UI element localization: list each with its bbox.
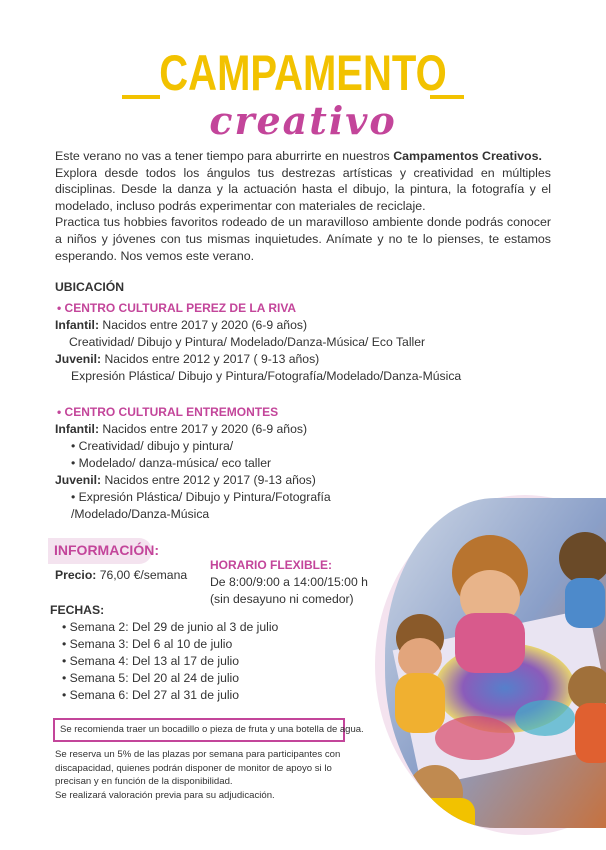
- informacion-badge: [48, 538, 159, 564]
- fechas-item: • Semana 5: Del 20 al 24 de julio: [62, 671, 240, 685]
- centro2-infantil-label: Infantil:: [55, 422, 100, 436]
- precio-value: 76,00 €/semana: [96, 568, 188, 582]
- centro1-infantil-text: Nacidos entre 2017 y 2020 (6-9 años): [99, 318, 308, 332]
- reservation-note-line: Se realizará valoración previa para su adjudicación.: [55, 789, 275, 801]
- children-painting-photo: [385, 498, 606, 828]
- intro-p3: Practica tus hobbies favoritos rodeado de un maravilloso ambiente donde podrás conocer a niños y jóvenes con tus mismas inquietudes. Anímate y no te lo pienses, te estamos esperando. Nos vemos este verano.: [55, 215, 551, 263]
- reservation-note-line: discapacidad, quienes podrán disponer de monitor de apoyo si lo: [55, 762, 332, 774]
- centro1-infantil-label: Infantil:: [55, 318, 100, 332]
- recommendation-note: Se recomienda traer un bocadillo o pieza de fruta y una botella de agua.: [53, 718, 345, 742]
- fechas-item: • Semana 6: Del 27 al 31 de julio: [62, 688, 240, 702]
- centro1-juvenil-text: Nacidos entre 2012 y 2017 ( 9-13 años): [101, 352, 320, 366]
- centro1-block: [55, 300, 461, 385]
- intro-line1: Este verano no vas a tener tiempo para aburrirte en nuestros: [55, 149, 394, 163]
- centro2-infantil-activity-2: • Modelado/ danza-música/ eco taller: [71, 456, 272, 470]
- fechas-heading: FECHAS:: [50, 603, 105, 617]
- fechas-item: • Semana 2: Del 29 de junio al 3 de julio: [62, 620, 279, 634]
- centro2-block: [55, 404, 331, 523]
- centro2-infantil-text: Nacidos entre 2017 y 2020 (6-9 años): [99, 422, 308, 436]
- horario-block: [210, 557, 368, 608]
- title-sub: creativo: [209, 98, 397, 143]
- centro2-infantil-activity-1: • Creatividad/ dibujo y pintura/: [71, 439, 234, 453]
- centro2-juvenil-label: Juvenil:: [55, 473, 102, 487]
- centro1-juvenil-activities: Expresión Plástica/ Dibujo y Pintura/Fotografía/Modelado/Danza-Música: [71, 369, 462, 383]
- horario-heading: HORARIO FLEXIBLE:: [210, 558, 332, 572]
- horario-line2: (sin desayuno ni comedor): [210, 592, 354, 606]
- reservation-note-line: precisan y en función de la disponibilidad.: [55, 776, 233, 787]
- centro1-juvenil-label: Juvenil:: [55, 352, 102, 366]
- centro1-infantil-activities: Creatividad/ Dibujo y Pintura/ Modelado/Danza-Música/ Eco Taller: [69, 335, 426, 349]
- fechas-item: • Semana 4: Del 13 al 17 de julio: [62, 654, 240, 668]
- title-block: [0, 46, 606, 150]
- intro-text: [55, 148, 551, 264]
- centro2-juvenil-activity-2: /Modelado/Danza-Música: [71, 507, 210, 521]
- fechas-item: • Semana 3: Del 6 al 10 de julio: [62, 637, 233, 651]
- ubicacion-heading: UBICACIÓN: [55, 280, 125, 294]
- horario-line1: De 8:00/9:00 a 14:00/15:00 h: [210, 575, 368, 589]
- intro-line1-bold: Campamentos Creativos.: [393, 149, 542, 163]
- centro2-juvenil-activity-1: • Expresión Plástica/ Dibujo y Pintura/Fotografía: [71, 490, 331, 504]
- centro2-juvenil-text: Nacidos entre 2012 y 2017 (9-13 años): [101, 473, 316, 487]
- fechas-list: [62, 619, 278, 704]
- precio-label: Precio:: [55, 568, 97, 582]
- informacion-heading: INFORMACIÓN:: [54, 542, 159, 558]
- reservation-note: [55, 748, 355, 802]
- intro-p2: Explora desde todos los ángulos tus destrezas artísticas y creatividad en múltiples disciplinas. Desde la danza y la actuación hasta el dibujo, la pintura, la fotografía y el modelado, incluso podrás experimentar con materiales de reciclaje.: [55, 165, 551, 213]
- precio-block: [55, 567, 187, 584]
- title-main: CAMPAMENTO: [159, 46, 447, 102]
- centro2-name: • CENTRO CULTURAL ENTREMONTES: [57, 405, 279, 419]
- reservation-note-line: Se reserva un 5% de las plazas por semana para participantes con: [55, 749, 341, 760]
- centro1-name: • CENTRO CULTURAL PEREZ DE LA RIVA: [57, 301, 297, 315]
